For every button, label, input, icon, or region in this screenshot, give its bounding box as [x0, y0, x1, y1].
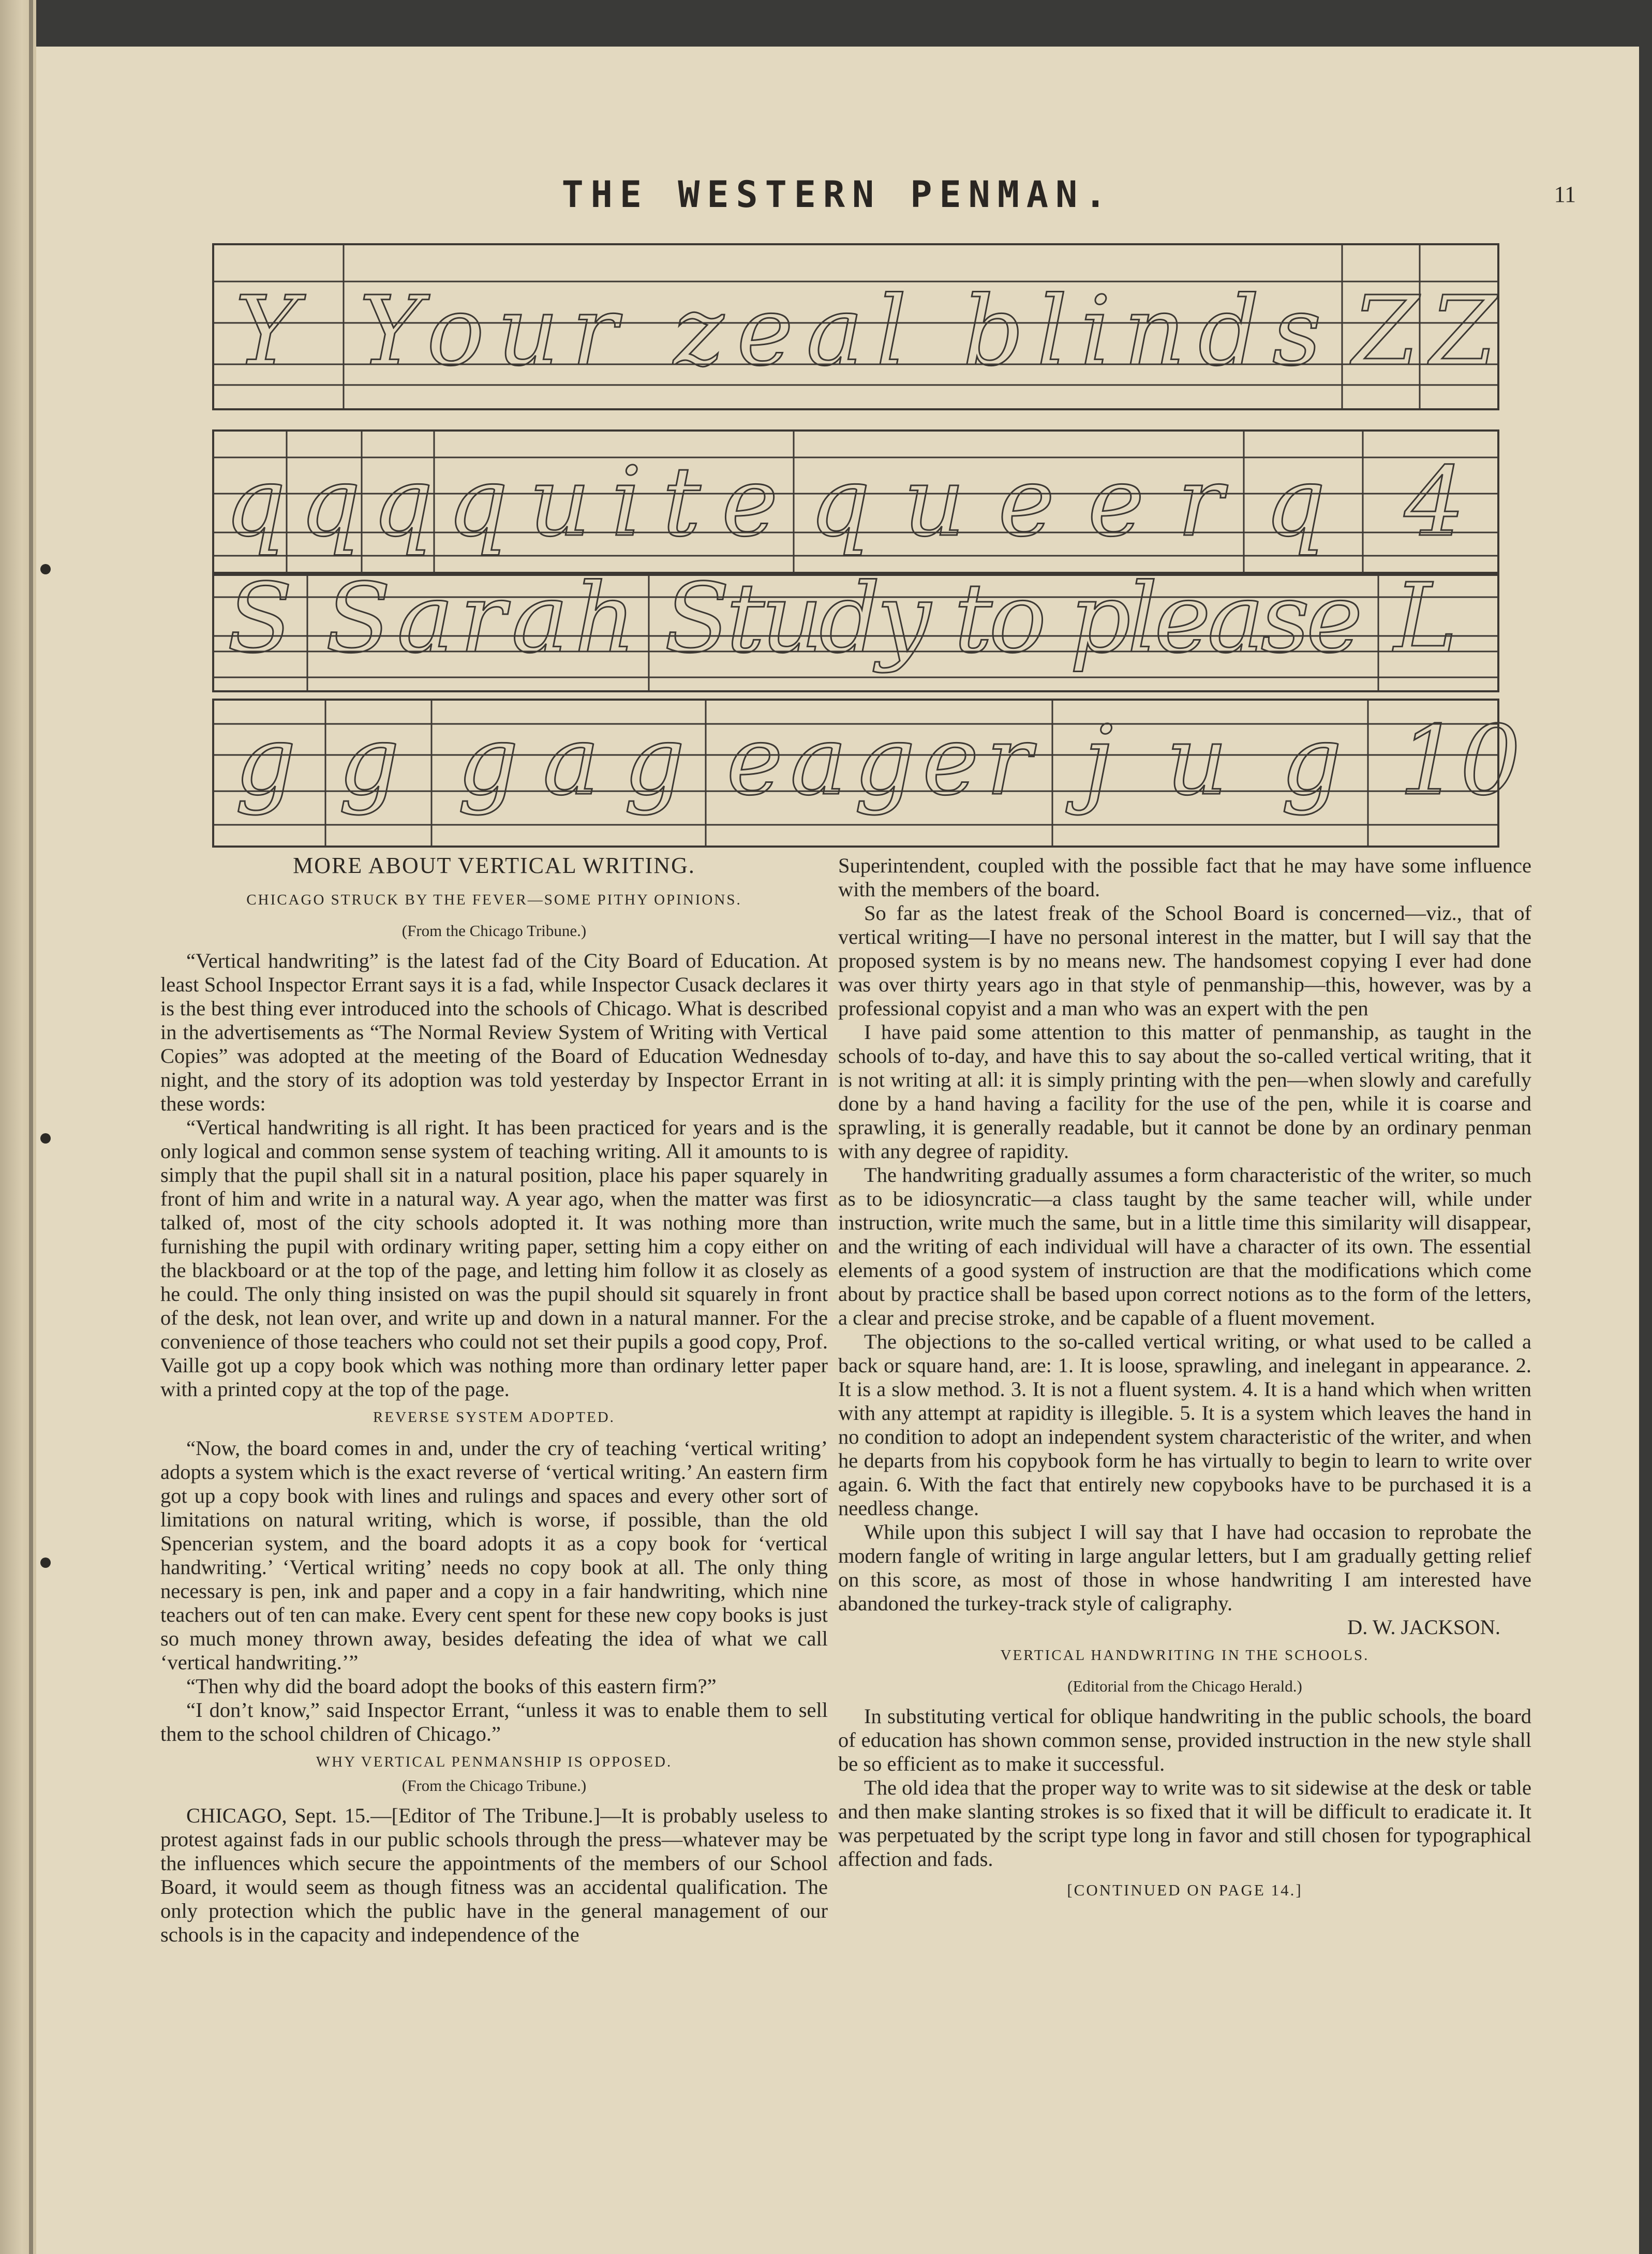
plate-4-cell-6: 10	[1399, 705, 1521, 817]
paragraph: “Vertical handwriting” is the latest fad of the City Board of Education. At least School Inspector Errant says it is a fad, while Inspector Cusack declares it is the best thing ever introduced into the schools of Chicago. What is described in the advertisements as “The Normal Review System of Writing with Vertical Copies” was adopted at the meeting of the Board of Education Wednesday night, and the story of its adoption was told yesterday by Inspector Errant in these words:	[160, 949, 828, 1115]
plate-4-cell-1: g	[235, 705, 296, 817]
right-column	[838, 854, 1531, 1902]
article-subtitle: CHICAGO STRUCK BY THE FEVER—SOME PITHY OPINIONS.	[246, 892, 742, 908]
paragraph: In substituting vertical for oblique handwriting in the public schools, the board of education has shown common sense, provided instruction in the new style shall be so efficient as to make it successful.	[838, 1704, 1531, 1775]
penmanship-plate-2	[212, 429, 1499, 576]
paragraph: Superintendent, coupled with the possible fact that he may have some influence with the members of the board.	[838, 854, 1531, 901]
plate-3-cell-3: Study to please	[664, 562, 1363, 674]
paragraph: “Vertical handwriting is all right. It has been practiced for years and is the only logical and common sense system of teaching writing. All it amounts to is simply that the pupil shall sit in a natural position, place his paper squarely in front of him and write in a natural way. A year ago, when the matter was first talked of, most of the city schools adopted it. It was nothing more than furnishing the pupil with ordinary writing paper, setting him a copy either on the blackboard or at the top of the page, and letting him follow it as closely as he could. The only thing insisted on was the pupil should sit squarely in front of the desk, not lean over, and write up and down in a natural manner. For the convenience of those teachers who could not set their pupils a good copy, Prof. Vaille got up a copy book which was nothing more than ordinary letter paper with a printed copy at the top of the page.	[160, 1116, 828, 1401]
plate-2-cell-4: quite	[447, 446, 778, 558]
paragraph: The old idea that the proper way to write was to sit sidewise at the desk or table and then make slanting strokes is so fixed that it will be difficult to eradicate it. It was perpetuated by the script type long in favor and still chosen for typographical affection and fads.	[838, 1776, 1532, 1871]
left-column	[160, 854, 828, 1947]
plate-3-cell-1: S	[227, 562, 293, 674]
plate-2-cell-7: 4	[1404, 446, 1465, 558]
article-source: (From the Chicago Tribune.)	[401, 922, 587, 940]
plate-2-cell-2: q	[300, 446, 361, 558]
plate-1-cell-3: Z	[1352, 275, 1419, 387]
penmanship-plate-3	[212, 562, 1499, 692]
section-heading: WHY VERTICAL PENMANSHIP IS OPPOSED.	[316, 1754, 673, 1770]
page	[36, 47, 1639, 2254]
plate-4-cell-4: eager	[726, 705, 1032, 817]
plate-1-cell-4: Z	[1430, 275, 1497, 387]
paragraph: The objections to the so-called vertical writing, or what used to be called a back or square hand, are: 1. It is loose, sprawling, and inelegant in appearance. 2. It is a slow method. 3. It is not a fluent system. 4. It is a hand which when written with any attempt at rapidity is illegible. 5. It is a system which leaves the hand in no condition to adopt an independent system characteristic of the writer, and when he departs from his copybook form he has virtually to begin to learn to write over again. 6. With the fact that entirely new copybooks have to be purchased it is a needless change.	[838, 1330, 1531, 1520]
continued-notice: [CONTINUED ON PAGE 14.]	[1067, 1881, 1303, 1899]
plate-2-cell-5: queer	[809, 446, 1223, 558]
binding-gutter	[29, 0, 33, 2254]
penmanship-plate-1	[212, 243, 1499, 410]
signature: D. W. JACKSON.	[1347, 1615, 1500, 1639]
section-heading: REVERSE SYSTEM ADOPTED.	[373, 1409, 615, 1426]
plate-1-cell-2: Your zeal blinds	[359, 275, 1321, 387]
paragraph: “I don’t know,” said Inspector Errant, “unless it was to enable them to sell them to the school children of Chicago.”	[160, 1698, 828, 1745]
section-source: (Editorial from the Chicago Herald.)	[1067, 1677, 1302, 1695]
section-heading: VERTICAL HANDWRITING IN THE SCHOOLS.	[1000, 1647, 1370, 1664]
plate-2-cell-6: q	[1264, 446, 1326, 558]
paragraph: The handwriting gradually assumes a form characteristic of the writer, so much as to be idiosyncratic—a class taught by the same teacher will, while under instruction, write much the same, but in a little time this similarity will disappear, and the writing of each individual will have a character of its own. The essential elements of a good system of instruction are that the modifications which come about by practice shall be based upon correct notions as to the form of the letters, a clear and precise stroke, and be capable of a fluent movement.	[838, 1163, 1531, 1329]
binding-hole	[40, 1558, 51, 1568]
plate-4-cell-2: g	[338, 705, 400, 817]
binding-hole	[40, 564, 51, 574]
masthead-title: THE WESTERN PENMAN.	[561, 173, 1114, 216]
paragraph: So far as the latest freak of the School Board is concerned—viz., that of vertical writing—I have no personal interest in the matter, but I will say that the proposed system is by no means new. The handsomest copying I ever had done was over thirty years ago in that style of penmanship—this, however, was by a professional copyist and a man who was an expert with the pen	[838, 901, 1531, 1020]
paragraph: While upon this subject I will say that I have had occasion to reprobate the modern fangle of writing in large angular letters, but I am gradually getting relief on this score, as most of those in whose handwriting I am interested have abandoned the turkey-track style of caligraphy.	[838, 1520, 1531, 1615]
binding-hole	[40, 1133, 51, 1144]
plate-4-cell-3: gag	[457, 705, 685, 817]
plate-2-cell-3: q	[372, 446, 434, 558]
section-source: (From the Chicago Tribune.)	[401, 1776, 587, 1795]
plate-4-cell-5: jug	[1083, 705, 1342, 817]
paragraph: I have paid some attention to this matter of penmanship, as taught in the schools of to-day, and have this to say about the so-called vertical writing, that it is not writing at all: it is simply printing with the pen—when slowly and carefully done by a hand having a facility for the use of the pen, while it is coarse and sprawling, it is generally readable, but it cannot be done by an ordinary penman with any degree of rapidity.	[838, 1020, 1531, 1163]
plate-3-cell-4: L	[1394, 562, 1457, 674]
plate-2-cell-1: q	[225, 446, 286, 558]
paragraph: “Now, the board comes in and, under the cry of teaching ‘vertical writing’ adopts a system which is the exact reverse of ‘vertical writing.’ An eastern firm got up a copy book with lines and rulings and spaces and every other sort of limitations on natural writing, which is worse, if possible, than the old Spencerian system, and the board adopts it as a copy book for ‘vertical handwriting.’ ‘Vertical writing’ needs no copy book at all. The only thing necessary is pen, ink and paper and a copy in a fair handwriting, which nine teachers out of ten can make. Every cent spent for these new copy books is just so much money thrown away, besides defeating the idea of what we call ‘vertical handwriting.’”	[160, 1436, 828, 1674]
paragraph: “Then why did the board adopt the books of this eastern firm?”	[186, 1674, 717, 1698]
plate-1-cell-1: Y	[235, 275, 299, 387]
paragraph: CHICAGO, Sept. 15.—[Editor of The Tribune.]—It is probably useless to protest against fads in our public schools through the press—whatever may be the influences which secure the appointments of the members of our School Board, it would seem as though fitness was an accidental qualification. The only protection which the public have in the general management of our schools is in the capacity and independence of the	[160, 1804, 828, 1946]
article-title: MORE ABOUT VERTICAL WRITING.	[293, 853, 695, 878]
plate-3-cell-2: Sarah	[325, 562, 636, 674]
page-number: 11	[1554, 182, 1576, 207]
penmanship-plate-4	[212, 699, 1521, 848]
